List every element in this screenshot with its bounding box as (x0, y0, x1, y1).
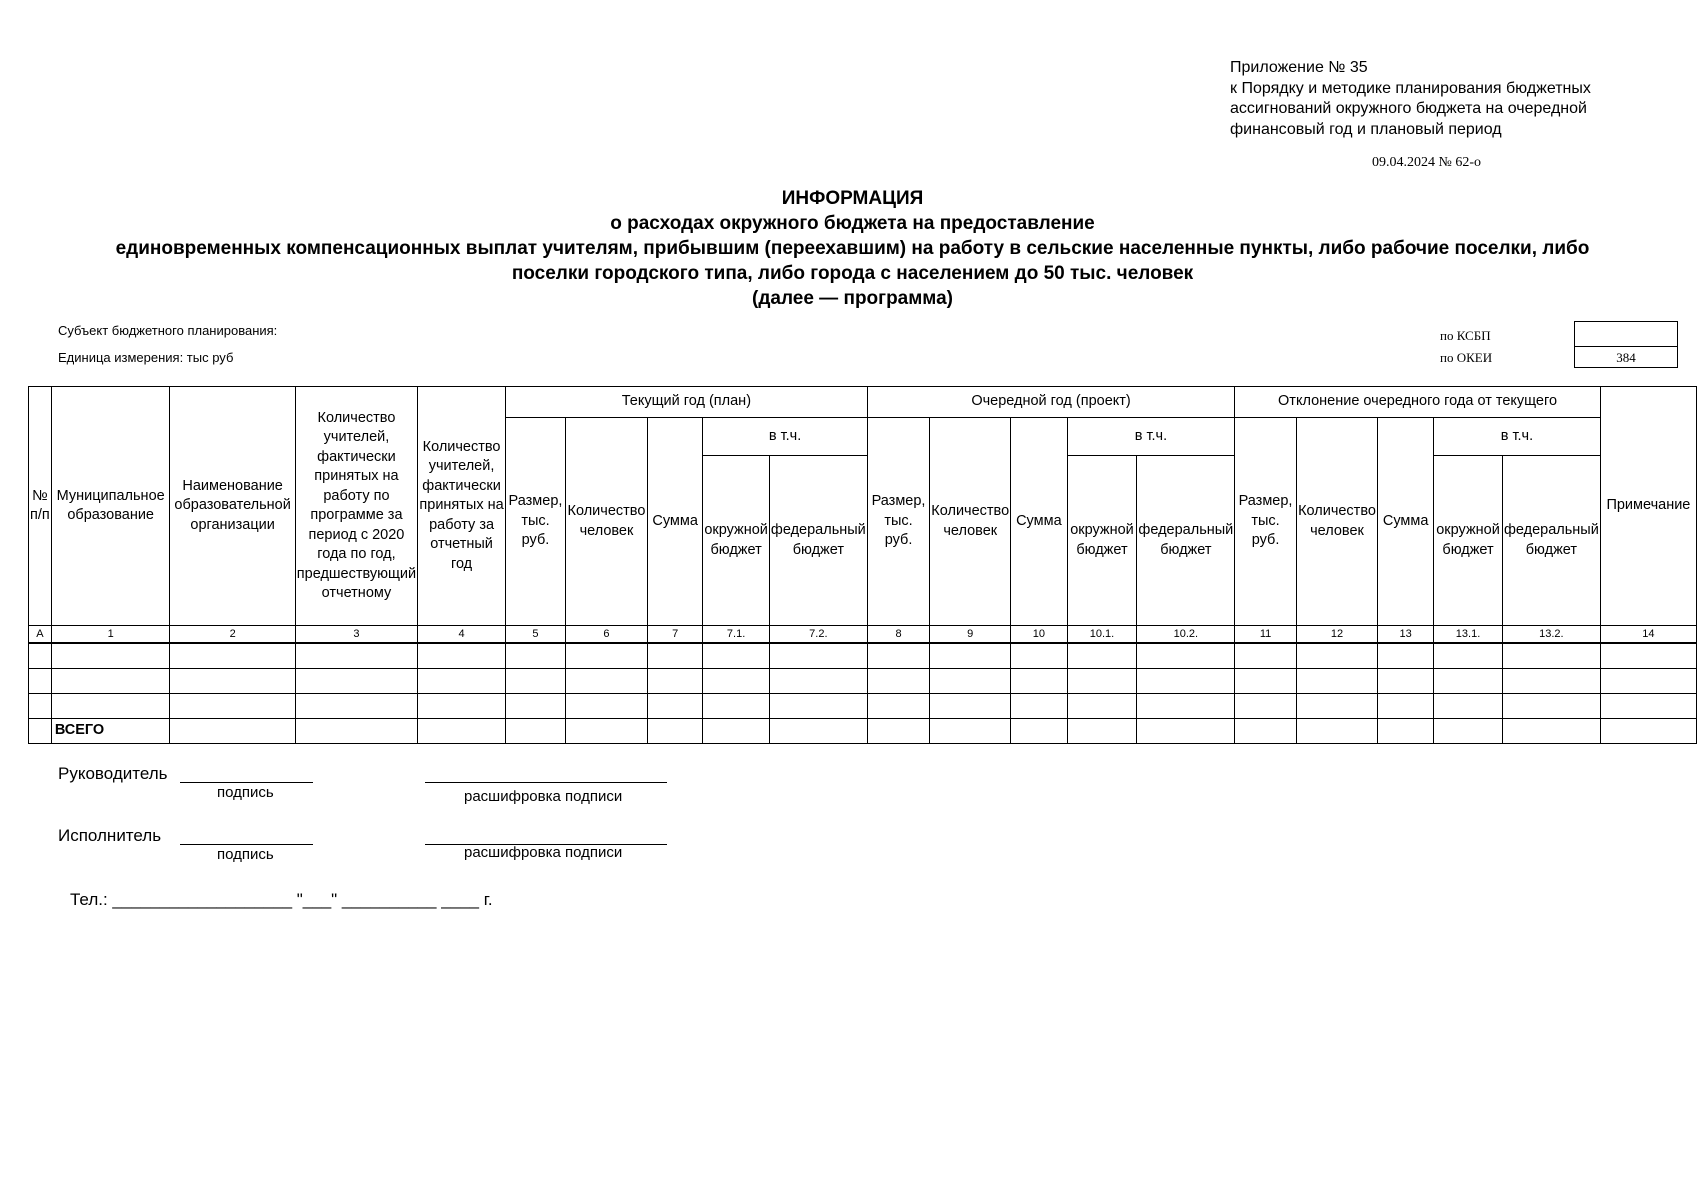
appendix-line-3: ассигнований окружного бюджета на очередной (1230, 100, 1587, 117)
column-number: 3 (295, 626, 417, 644)
column-number: 1 (51, 626, 170, 644)
header-incl: в т.ч. (1067, 418, 1235, 456)
document-title (40, 186, 1665, 311)
ksbp-code-box[interactable] (1574, 321, 1678, 347)
okei-code-box: 384 (1574, 346, 1678, 368)
column-number: 10.1. (1067, 626, 1137, 644)
table-row (29, 694, 1697, 719)
title-line-4: поселки городского типа, либо города с населением до 50 тыс. человек (511, 263, 1194, 284)
header-size: Размер, тыс. руб. (506, 418, 566, 626)
column-number: 5 (506, 626, 566, 644)
header-municipality: Муниципальное образование (51, 387, 170, 626)
table-row (29, 669, 1697, 694)
header-count: Количество человек (930, 418, 1011, 626)
header-num: № п/п (29, 387, 52, 626)
executor-signature-line[interactable] (180, 844, 313, 845)
executor-decode-caption: расшифровка подписи (464, 844, 623, 861)
header-size: Размер, тыс. руб. (1235, 418, 1297, 626)
column-number: 8 (867, 626, 930, 644)
header-group-next-year: Очередной год (проект) (867, 387, 1235, 418)
appendix-line-4: финансовый год и плановый период (1230, 120, 1502, 138)
appendix-line-1: Приложение № 35 (1230, 59, 1368, 76)
column-number: 14 (1600, 626, 1696, 644)
appendix-line-2: к Порядку и методике планирования бюджетных (1230, 79, 1591, 97)
column-number: 7.2. (769, 626, 867, 644)
header-federal-budget: федеральный бюджет (1137, 456, 1235, 626)
column-number: 10.2. (1137, 626, 1235, 644)
table-row (29, 643, 1697, 669)
column-number: А (29, 626, 52, 644)
column-number: 13 (1378, 626, 1434, 644)
head-decode-caption: расшифровка подписи (464, 788, 623, 805)
executor-signature-caption: подпись (217, 846, 274, 863)
header-sum: Сумма (647, 418, 702, 626)
column-numbers-row (29, 626, 1697, 644)
header-incl: в т.ч. (1434, 418, 1601, 456)
column-number: 11 (1235, 626, 1297, 644)
column-number: 2 (170, 626, 295, 644)
column-number: 4 (418, 626, 506, 644)
title-line-2: о расходах окружного бюджета на предоставление (610, 213, 1095, 234)
column-number: 12 (1296, 626, 1377, 644)
unit-label: Единица измерения: тыс руб (58, 350, 234, 365)
total-label: ВСЕГО (51, 719, 170, 744)
head-signature-caption: подпись (217, 784, 274, 801)
header-count: Количество человек (1296, 418, 1377, 626)
header-district-budget: окружной бюджет (1067, 456, 1137, 626)
appendix-date: 09.04.2024 № 62-о (1372, 155, 1482, 170)
column-number: 10 (1011, 626, 1067, 644)
header-teachers-report-year: Количество учителей, фактически принятых на работу за отчетный год (418, 387, 506, 626)
appendix-block (1230, 58, 1670, 140)
total-row (29, 719, 1697, 744)
column-number: 6 (565, 626, 647, 644)
okei-label: по ОКЕИ (1440, 350, 1493, 365)
title-line-5: (далее — программа) (752, 288, 953, 309)
header-size: Размер, тыс. руб. (867, 418, 930, 626)
column-number: 9 (930, 626, 1011, 644)
column-number: 13.1. (1434, 626, 1503, 644)
header-district-budget: окружной бюджет (1434, 456, 1503, 626)
column-number: 13.2. (1502, 626, 1600, 644)
column-number: 7 (647, 626, 702, 644)
expenses-table (28, 386, 1697, 744)
title-line-1: ИНФОРМАЦИЯ (781, 188, 924, 209)
header-federal-budget: федеральный бюджет (769, 456, 867, 626)
header-teachers-since-2020: Количество учителей, фактически принятых на работу по программе за период с 2020 года по год, предшествующий отчетному (295, 387, 417, 626)
phone-date-line: Тел.: ___________________ "___" __________ ____ г. (70, 890, 493, 909)
subject-label: Субъект бюджетного планирования: (58, 323, 278, 338)
column-number: 7.1. (703, 626, 770, 644)
header-group-current-year: Текущий год (план) (506, 387, 868, 418)
title-line-3: единовременных компенсационных выплат учителям, прибывшим (переехавшим) на работу в сельские населенные пункты, либо рабочие поселки, либо (115, 238, 1590, 259)
header-district-budget: окружной бюджет (703, 456, 770, 626)
header-organization: Наименование образовательной организации (170, 387, 295, 626)
header-count: Количество человек (565, 418, 647, 626)
header-incl: в т.ч. (703, 418, 867, 456)
head-signature-line[interactable] (180, 782, 313, 783)
ksbp-label: по КСБП (1440, 328, 1491, 343)
head-decode-line[interactable] (425, 782, 667, 783)
header-note: Примечание (1600, 387, 1696, 626)
head-label: Руководитель (58, 764, 168, 783)
executor-label: Исполнитель (58, 826, 162, 845)
header-group-deviation: Отклонение очередного года от текущего (1235, 387, 1601, 418)
header-federal-budget: федеральный бюджет (1502, 456, 1600, 626)
header-sum: Сумма (1011, 418, 1067, 626)
header-sum: Сумма (1378, 418, 1434, 626)
